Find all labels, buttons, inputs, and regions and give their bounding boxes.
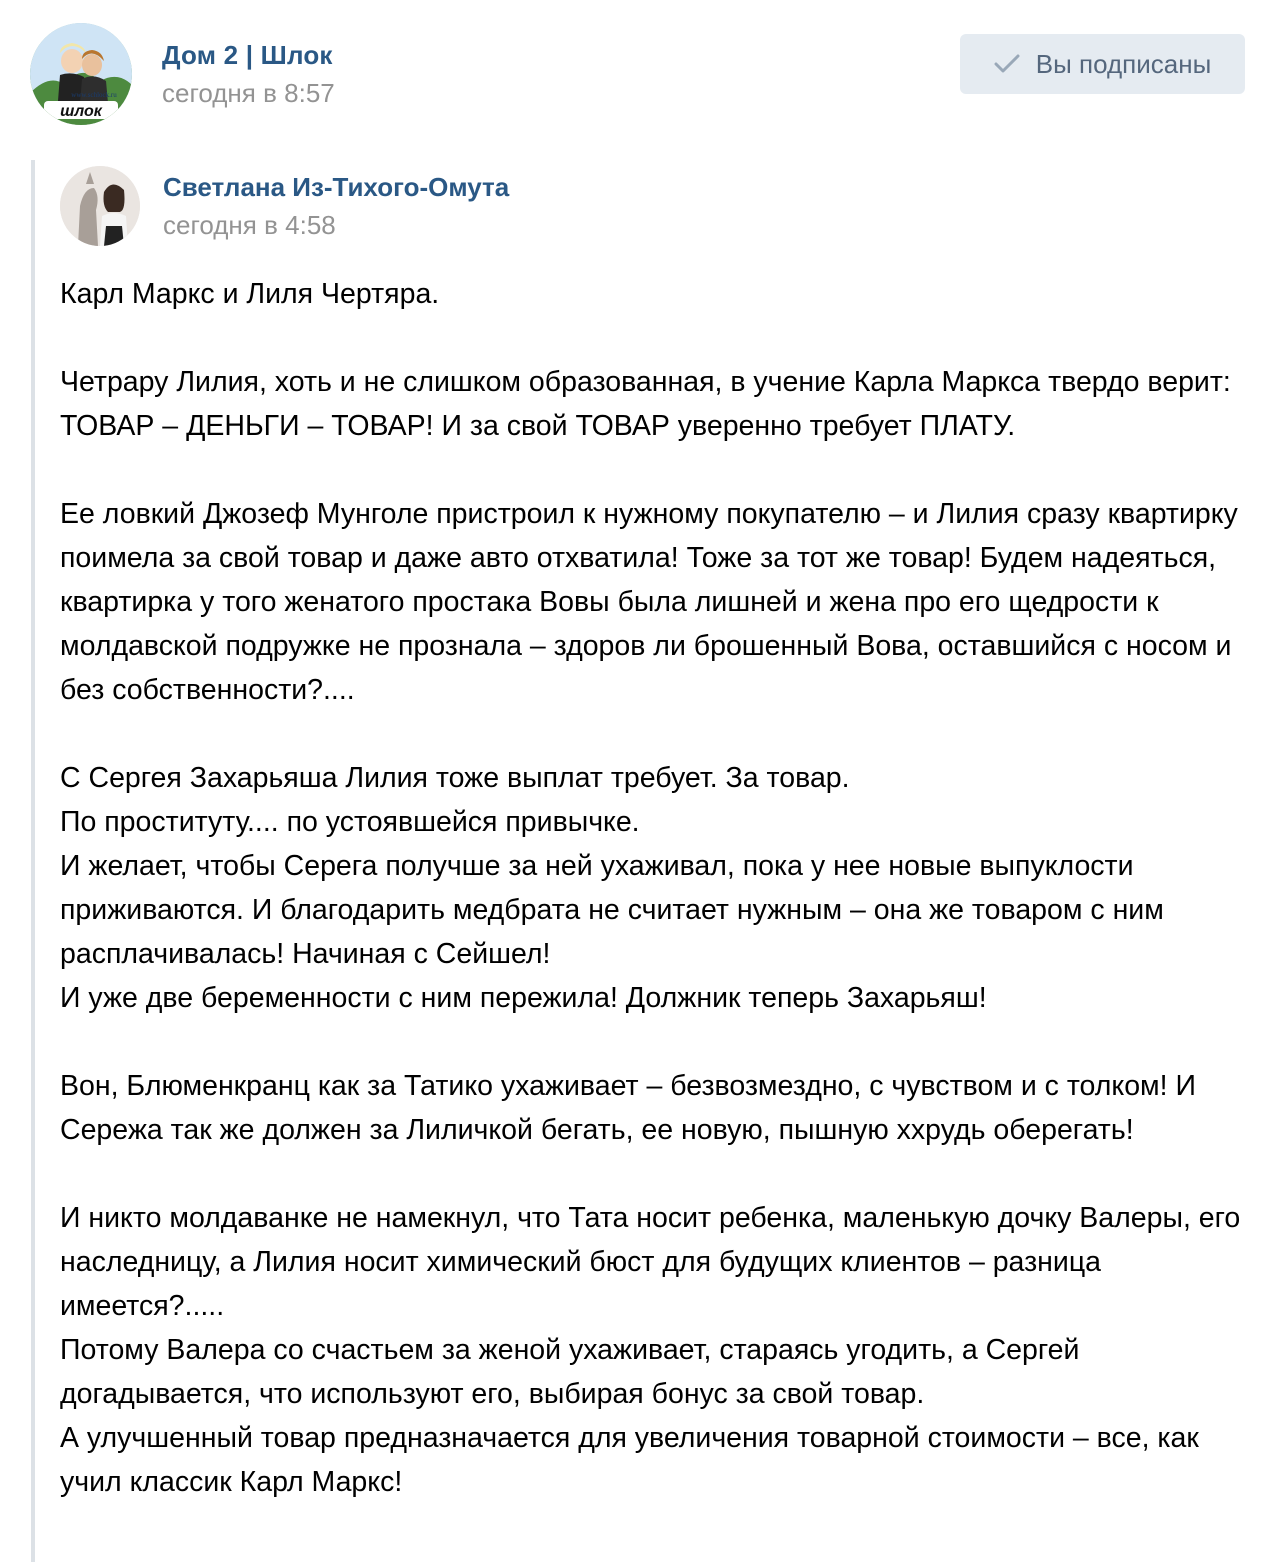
paragraph <box>60 756 1260 1020</box>
post-text <box>60 272 1260 1504</box>
repost-divider-bar <box>31 160 35 1562</box>
author-avatar[interactable] <box>60 166 140 246</box>
paragraph <box>60 492 1260 712</box>
paragraph <box>60 272 1260 316</box>
text-line: Потому Валера со счастьем за женой ухаживает, стараясь угодить, а Сергей догадывается, что используют его, выбирая бонус за свой товар. <box>60 1334 1080 1410</box>
subscribed-button[interactable] <box>960 34 1245 94</box>
group-avatar[interactable] <box>30 23 132 125</box>
group-post-time[interactable]: сегодня в 8:57 <box>162 78 335 108</box>
text-line: И никто молдаванке не намекнул, что Тата носит ребенка, маленькую дочку Валеры, его наследницу, а Лилия носит химический бюст для будущих клиентов – разница имеется?..... <box>60 1202 1241 1322</box>
subscribed-button-label: Вы подписаны <box>1035 48 1212 79</box>
author-name-link[interactable]: Светлана Из-Тихого-Омута <box>163 172 510 202</box>
text-line: Вон, Блюменкранц как за Татико ухаживает – безвозмездно, с чувством и с толком! И Сережа так же должен за Лиличкой бегать, ее новую, пышную ххрудь оберегать! <box>60 1070 1196 1146</box>
author-post-time[interactable]: сегодня в 4:58 <box>163 210 336 240</box>
svg-text:шлок: шлок <box>60 103 102 120</box>
group-avatar-image <box>30 23 132 125</box>
text-line: И желает, чтобы Серега получше за ней ухаживал, пока у нее новые выпуклости приживаются. И благодарить медбрата не считает нужным – она же товаром с ним расплачивалась! Начиная с Сейшел! <box>60 850 1164 970</box>
paragraph <box>60 1064 1260 1152</box>
text-line: Ее ловкий Джозеф Мунголе пристроил к нужному покупателю – и Лилия сразу квартирку поимела за свой товар и даже авто отхватила! Тоже за тот же товар! Будем надеяться, квартирка у того женатого простака Вовы была лишней и жена про его щедрости к молдавской подружке не прознала – здоров ли брошенный Вова, оставшийся с носом и без собственности?.... <box>60 498 1238 706</box>
check-icon <box>994 54 1020 74</box>
text-line: И уже две беременности с ним пережила! Должник теперь Захарьяш! <box>60 982 987 1014</box>
author-avatar-image <box>60 166 140 246</box>
text-line: С Сергея Захарьяша Лилия тоже выплат требует. За товар. <box>60 762 850 794</box>
text-line: Четрару Лилия, хоть и не слишком образованная, в учение Карла Маркса твердо верит: ТОВАР – ДЕНЬГИ – ТОВАР! И за свой ТОВАР уверенно требует ПЛАТУ. <box>60 366 1231 442</box>
text-line: По проституту.... по устоявшейся привычке. <box>60 806 640 838</box>
text-line: А улучшенный товар предназначается для увеличения товарной стоимости – все, как учил классик Карл Маркс! <box>60 1422 1199 1498</box>
svg-text:www.schlock.ru: www.schlock.ru <box>71 91 117 99</box>
paragraph <box>60 360 1260 448</box>
group-name-link[interactable]: Дом 2 | Шлок <box>162 40 333 70</box>
text-line: Карл Маркс и Лиля Чертяра. <box>60 278 440 310</box>
paragraph <box>60 1196 1260 1504</box>
